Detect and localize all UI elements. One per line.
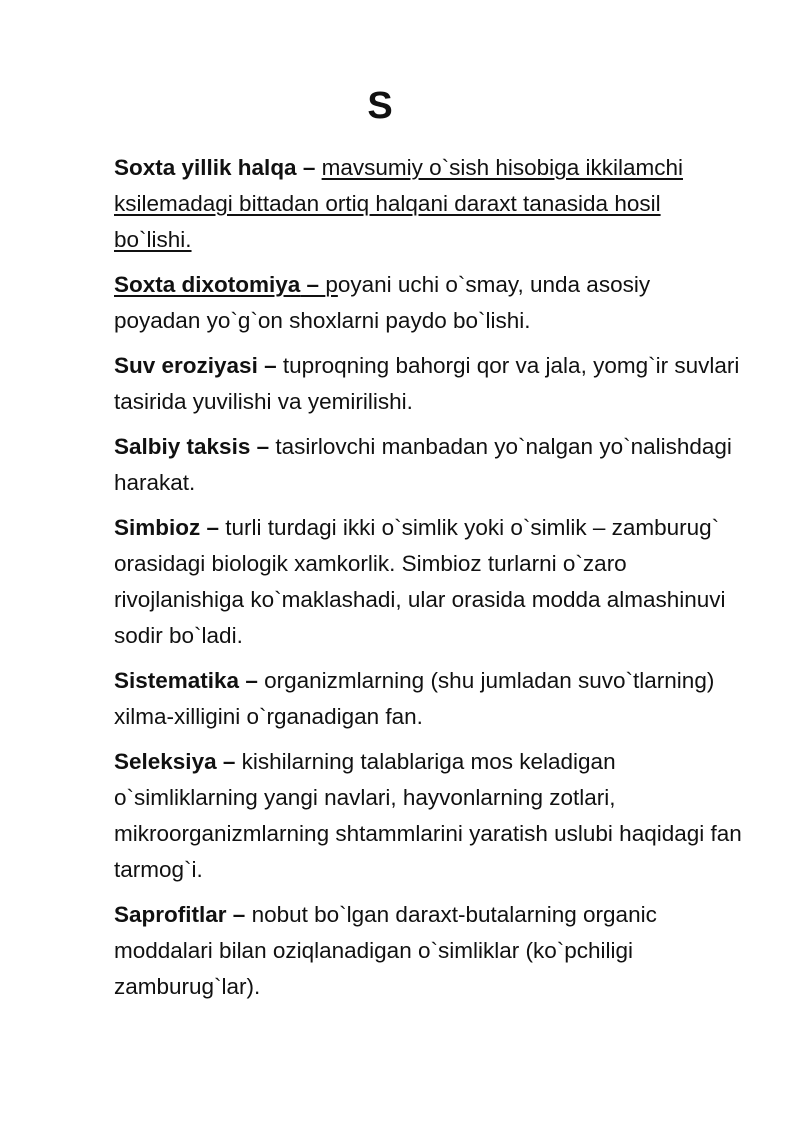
entry-dash: –: [226, 902, 252, 927]
glossary-entry-soxta-yillik-halqa: [114, 150, 742, 258]
entry-term: Salbiy taksis: [114, 434, 251, 459]
glossary-entry-sistematika: [114, 663, 742, 735]
entry-dash: –: [250, 434, 276, 459]
entry-definition: mavsumiy o`sish hisobiga ikkilamchi ksilemadagi bittadan ortiq halqani daraxt tanasida hosil bo`lishi.: [114, 155, 683, 252]
entry-term: Simbioz: [114, 515, 201, 540]
entry-dash: –: [296, 155, 322, 180]
entry-definition: kishilarning talablariga mos keladigan o`simliklarning yangi navlari, hayvonlarning zotlari, mikroorganizmlarning shtammlarini yaratish uslubi haqidagi fan tarmog`i.: [114, 749, 742, 882]
entry-definition: turli turdagi ikki o`simlik yoki o`simlik – zamburug` orasidagi biologik xamkorlik. Simbioz turlarni o`zaro rivojlanishiga ko`maklashadi, ular orasida modda almashinuvi sodir bo`ladi.: [114, 515, 726, 648]
glossary-entry-seleksiya: [114, 744, 742, 888]
entry-dash: –: [239, 668, 265, 693]
entry-dash: –: [257, 353, 283, 378]
entry-dash: –: [216, 749, 242, 774]
entry-dash: –: [300, 272, 326, 297]
glossary-entry-suv-eroziyasi: [114, 348, 742, 420]
entry-definition-first-letter: p: [325, 272, 338, 297]
entry-dash: –: [200, 515, 226, 540]
entry-definition: organizmlarning (shu jumladan suvo`tlarning) xilma-xilligini o`rganadigan fan.: [114, 668, 715, 729]
entry-term: Soxta yillik halqa: [114, 155, 297, 180]
entry-definition: oyani uchi o`smay, unda asosiy poyadan yo`g`on shoxlarni paydo bo`lishi.: [114, 272, 651, 333]
entry-definition: tasirlovchi manbadan yo`nalgan yo`nalishdagi harakat.: [114, 434, 732, 495]
entry-term: Saprofitlar: [114, 902, 227, 927]
glossary-entries: [114, 150, 742, 1014]
entry-definition: tuproqning bahorgi qor va jala, yomg`ir suvlari tasirida yuvilishi va yemirilishi.: [114, 353, 740, 414]
glossary-entry-salbiy-taksis: [114, 429, 742, 501]
entry-term: Seleksiya: [114, 749, 217, 774]
section-letter-heading: S: [367, 85, 393, 127]
entry-term: Sistematika: [114, 668, 240, 693]
glossary-entry-soxta-dixotomiya: [114, 267, 742, 339]
entry-term: Soxta dixotomiya: [114, 272, 301, 297]
glossary-entry-simbioz: [114, 510, 742, 654]
entry-definition: nobut bo`lgan daraxt-butalarning organic moddalari bilan oziqlanadigan o`simliklar (ko`pchiligi zamburug`lar).: [114, 902, 657, 999]
entry-term: Suv eroziyasi: [114, 353, 258, 378]
glossary-entry-saprofitlar: [114, 897, 742, 1005]
